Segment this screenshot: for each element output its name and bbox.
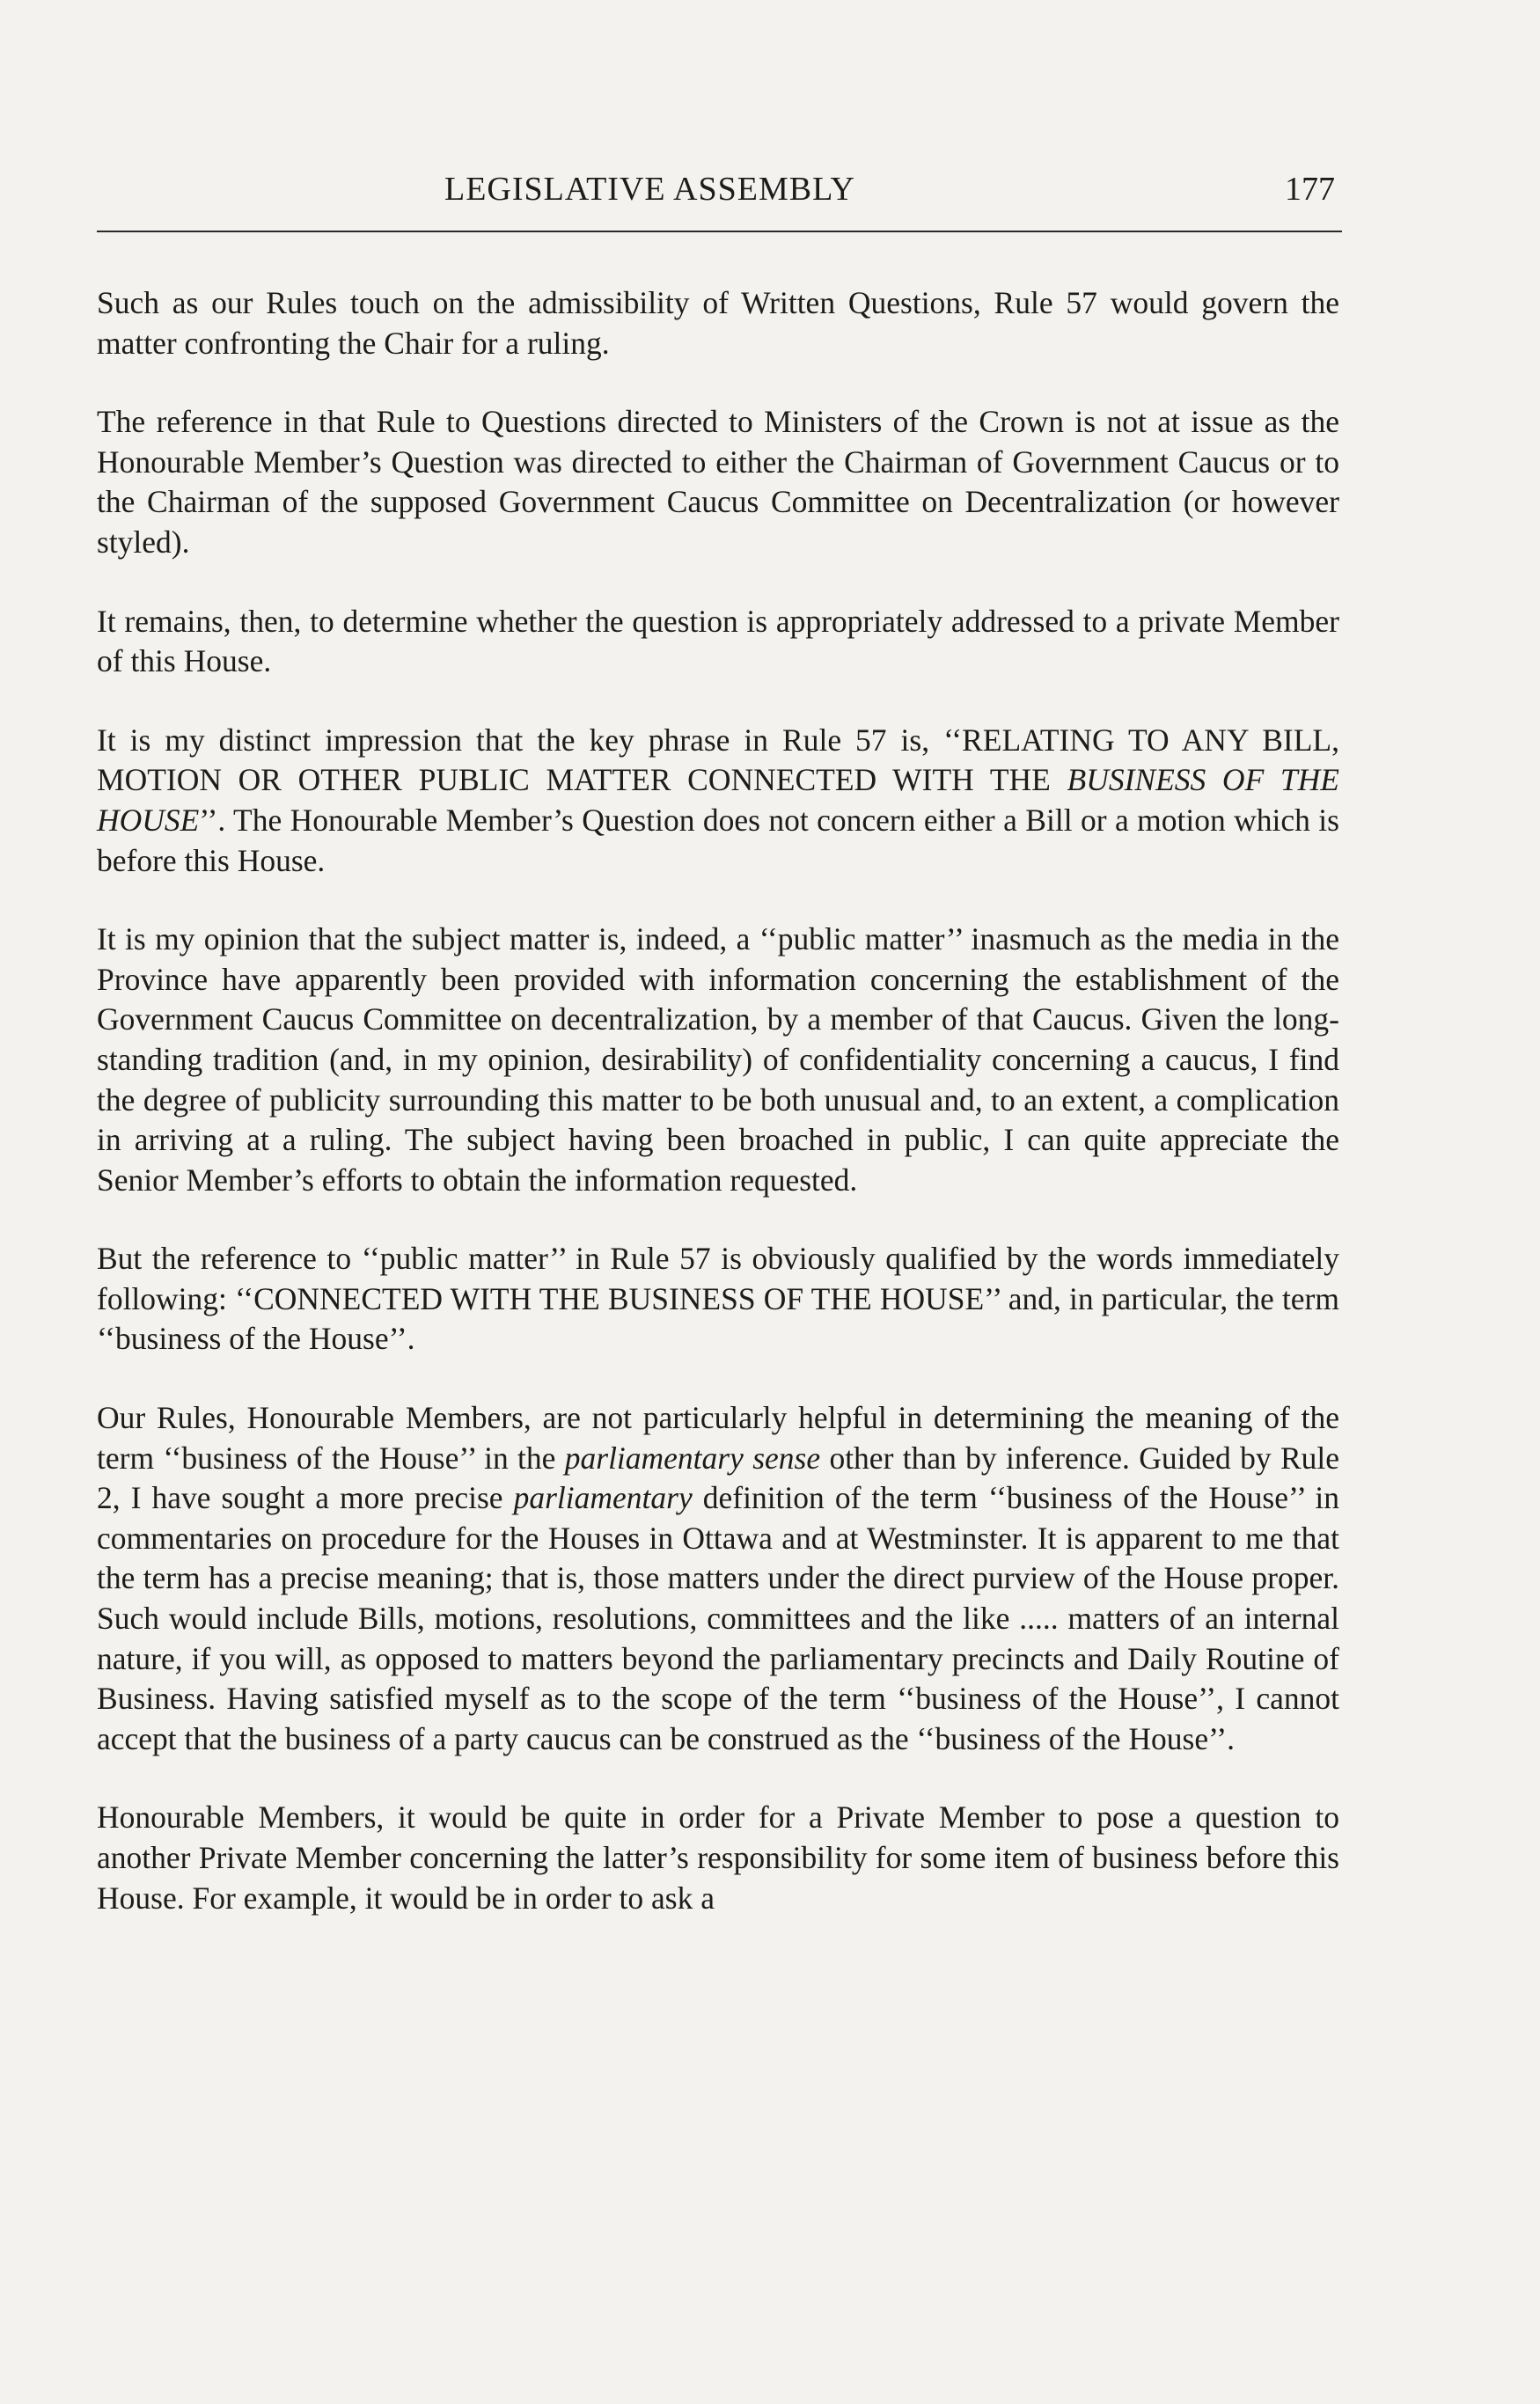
paragraph-7 [97,1398,1339,1759]
header-rule [97,231,1342,232]
paragraph-8: Honourable Members, it would be quite in order for a Private Member to pose a question to another Private Member concerning the latter’s responsibility for some item of business before this House. For example, it would be in order to ask a [97,1799,1339,1916]
paragraph-7-text-a: Our Rules, Honourable Members, are not particularly helpful in determining the meaning of the term ‘‘business of the House’’ in the [97,1400,1339,1476]
body-text [97,283,1339,1957]
paragraph-5: It is my opinion that the subject matter is, indeed, a ‘‘public matter’’ inasmuch as the media in the Province have apparently been provided with information concerning the establishment of the Government Caucus Committee on decentralization, by a member of that Caucus. Given the long-standing tradition (and, in my opinion, desirability) of confidentiality concerning a caucus, I find the degree of publicity surrounding this matter to be both unusual and, to an extent, a complication in arriving at a ruling. The subject having been broached in public, I can quite appreciate the Senior Member’s efforts to obtain the information requested. [97,921,1339,1198]
paragraph-7-italic-b: parliamentary [513,1480,693,1516]
paragraph-4-text-b: ’’. The Honourable Member’s Question does not concern either a Bill or a motion which is before this House. [97,802,1339,878]
paragraph-7-text-b: other than by inference. Guided by Rule 2, I have sought a more precise [97,1440,1339,1516]
running-head: LEGISLATIVE ASSEMBLY [444,171,855,208]
page-header [97,167,1342,211]
paragraph-4 [97,721,1339,881]
paragraph-4-italic: BUSINESS OF THE HOUSE [97,762,1339,838]
paragraph-7-text-c: definition of the term ‘‘business of the House’’ in commentaries on procedure for the Houses in Ottawa and at Westminster. It is apparent to me that the term has a precise meaning; that is, those matters under the direct purview of the House proper. Such would include Bills, motions, resolutions, committees and the like ..... matters of an internal nature, if you will, as opposed to matters beyond the parliamentary precincts and Daily Routine of Business. Having satisfied myself as to the scope of the term ‘‘business of the House’’, I cannot accept that the business of a party caucus can be construed as the ‘‘business of the House’’. [97,1480,1339,1756]
paragraph-1: Such as our Rules touch on the admissibility of Written Questions, Rule 57 would govern the matter confronting the Chair for a ruling. [97,285,1339,361]
page-number: 177 [1285,171,1335,208]
paragraph-7-italic-a: parliamentary sense [564,1440,821,1476]
paragraph-2: The reference in that Rule to Questions directed to Ministers of the Crown is not at issue as the Honourable Member’s Question was directed to either the Chairman of Government Caucus or to the Chairman of the supposed Government Caucus Committee on Decentralization (or however styled). [97,404,1339,560]
paragraph-3: It remains, then, to determine whether the question is appropriately addressed to a private Member of this House. [97,603,1339,679]
paragraph-4-text-a: It is my distinct impression that the key phrase in Rule 57 is, ‘‘RELATING TO ANY BILL, MOTION OR OTHER PUBLIC MATTER CONNECTED WITH THE [97,722,1339,798]
paragraph-6: But the reference to ‘‘public matter’’ in Rule 57 is obviously qualified by the words immediately following: ‘‘CONNECTED WITH THE BUSINESS OF THE HOUSE’’ and, in particular, the term ‘‘business of the House’’. [97,1241,1339,1357]
